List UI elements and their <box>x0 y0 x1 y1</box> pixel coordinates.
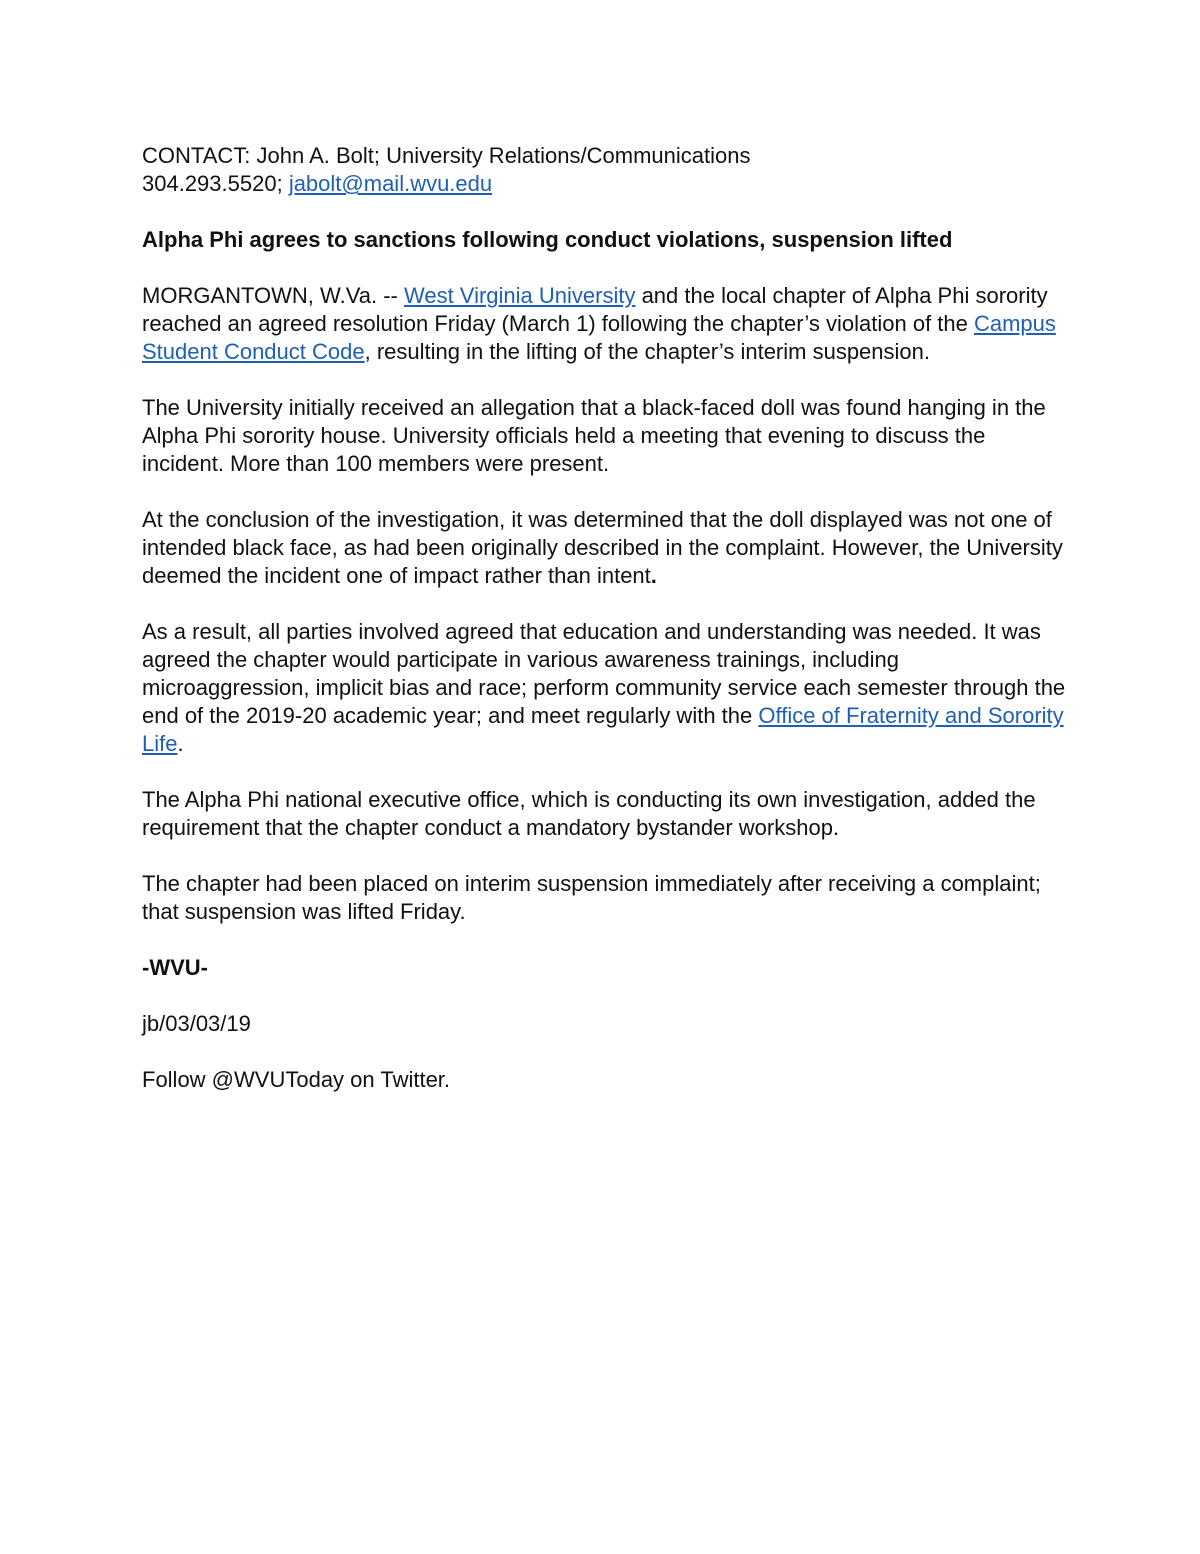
wvu-link[interactable]: West Virginia University <box>403 283 636 308</box>
paragraph-5: The Alpha Phi national executive office, which is conducting its own investigation, added the requirement that the chapter conduct a mandatory bystander workshop. <box>142 787 1036 840</box>
fraternity-sorority-link[interactable]: Office of Fraternity and Sorority Life <box>142 703 1064 756</box>
paragraph-3-text: At the conclusion of the investigation, it was determined that the doll displayed was not one of intended black face, as had been originally described in the complaint. However, the University deemed the incident one of impact rather than intent <box>142 507 1063 588</box>
contact-phone: 304.293.5520; <box>142 171 289 196</box>
headline: Alpha Phi agrees to sanctions following conduct violations, suspension lifted <box>142 227 953 252</box>
press-release <box>142 142 1067 1122</box>
paragraph-4 <box>142 618 1067 758</box>
paragraph-1 <box>142 282 1067 366</box>
paragraph-3 <box>142 506 1067 590</box>
paragraph-1-tail: , resulting in the lifting of the chapter’s interim suspension. <box>364 339 930 364</box>
paragraph-1-mid: and the local chapter of Alpha Phi sorority reached an agreed resolution Friday (March 1) following the chapter’s violation of the <box>142 283 1048 336</box>
contact-email-link[interactable]: jabolt@mail.wvu.edu <box>288 171 493 196</box>
paragraph-4-end: . <box>177 731 184 756</box>
paragraph-4-text: As a result, all parties involved agreed that education and understanding was needed. It was agreed the chapter would participate in various awareness trainings, including microaggression, implicit bias and race; perform community service each semester through the end of the 2019-20 academic year; and meet regularly with the <box>142 619 1066 728</box>
contact-phone-line <box>142 170 1067 198</box>
signoff: -WVU- <box>142 955 208 980</box>
contact-line: CONTACT: John A. Bolt; University Relations/Communications <box>142 143 751 168</box>
paragraph-1-lead: MORGANTOWN, W.Va. -- <box>142 283 404 308</box>
paragraph-6: The chapter had been placed on interim suspension immediately after receiving a complaint; that suspension was lifted Friday. <box>142 871 1041 924</box>
paragraph-3-end: . <box>650 563 657 588</box>
contact-block <box>142 142 1067 198</box>
paragraph-2: The University initially received an allegation that a black-faced doll was found hanging in the Alpha Phi sorority house. University officials held a meeting that evening to discuss the incident. More than 100 members were present. <box>142 395 1046 476</box>
follow-line: Follow @WVUToday on Twitter. <box>142 1067 451 1092</box>
dateline: jb/03/03/19 <box>142 1011 251 1036</box>
conduct-code-link[interactable]: Campus Student Conduct Code <box>142 311 1056 364</box>
